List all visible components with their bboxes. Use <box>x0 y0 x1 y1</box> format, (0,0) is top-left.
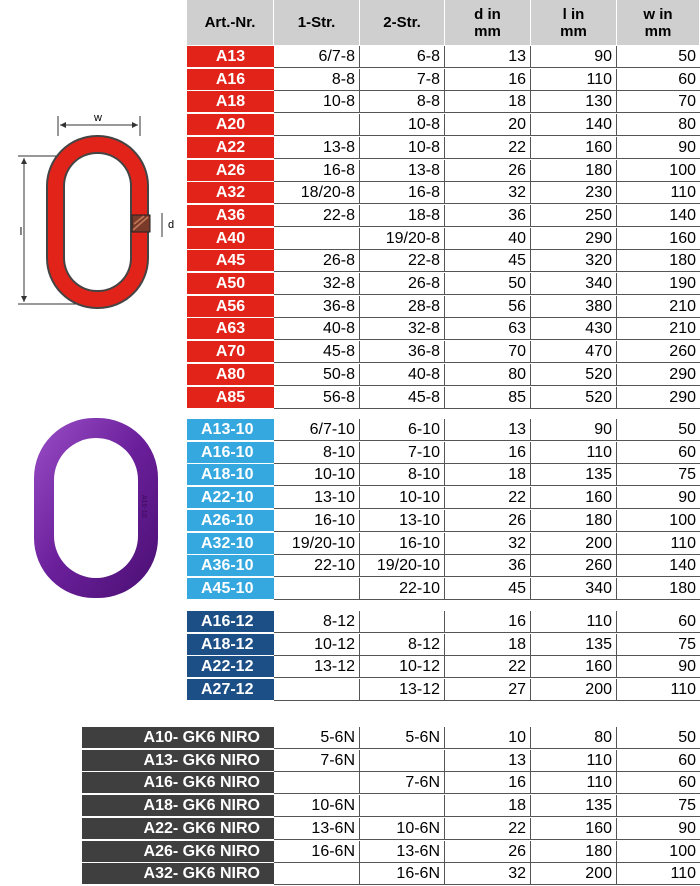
table-row <box>0 611 700 634</box>
table-row <box>0 555 700 578</box>
table-row <box>0 250 700 273</box>
d-mm-cell: 45 <box>445 578 531 600</box>
w-mm-cell: 100 <box>617 841 700 863</box>
table-row <box>0 727 700 750</box>
one-strand-cell <box>274 578 360 600</box>
l-mm-cell: 200 <box>531 863 617 885</box>
two-strand-cell: 32-8 <box>360 318 445 340</box>
l-mm-cell: 160 <box>531 656 617 678</box>
l-mm-cell: 110 <box>531 442 617 464</box>
two-strand-cell: 22-10 <box>360 578 445 600</box>
w-mm-cell: 50 <box>617 727 700 749</box>
w-mm-cell: 140 <box>617 555 700 577</box>
w-mm-cell: 290 <box>617 387 700 409</box>
l-mm-cell: 250 <box>531 205 617 227</box>
one-strand-cell: 13-8 <box>274 137 360 159</box>
w-mm-cell: 80 <box>617 114 700 136</box>
d-mm-cell: 22 <box>445 137 531 159</box>
article-number: A63 <box>187 318 274 340</box>
l-mm-cell: 160 <box>531 137 617 159</box>
l-mm-cell: 110 <box>531 772 617 794</box>
d-mm-cell: 22 <box>445 656 531 678</box>
article-number: A13-10 <box>187 419 274 441</box>
article-number: A32 <box>187 182 274 204</box>
one-strand-cell: 10-12 <box>274 634 360 656</box>
article-number: A36-10 <box>187 555 274 577</box>
one-strand-cell: 10-6N <box>274 795 360 817</box>
l-mm-cell: 80 <box>531 727 617 749</box>
two-strand-cell: 22-8 <box>360 250 445 272</box>
w-mm-cell: 90 <box>617 818 700 840</box>
d-mm-cell: 56 <box>445 296 531 318</box>
w-mm-cell: 260 <box>617 341 700 363</box>
article-number: A70 <box>187 341 274 363</box>
l-mm-cell: 340 <box>531 578 617 600</box>
l-mm-cell: 200 <box>531 679 617 701</box>
d-mm-cell: 16 <box>445 442 531 464</box>
table-row <box>0 464 700 487</box>
two-strand-cell: 10-6N <box>360 818 445 840</box>
table-row <box>0 205 700 228</box>
one-strand-cell: 6/7-10 <box>274 419 360 441</box>
l-mm-cell: 180 <box>531 841 617 863</box>
l-mm-cell: 90 <box>531 419 617 441</box>
l-mm-cell: 110 <box>531 750 617 772</box>
l-mm-cell: 180 <box>531 510 617 532</box>
l-mm-cell: 260 <box>531 555 617 577</box>
table-row <box>0 296 700 319</box>
header-art-nr: Art.-Nr. <box>187 0 274 45</box>
table-row <box>0 387 700 410</box>
w-mm-cell: 180 <box>617 250 700 272</box>
one-strand-cell: 7-6N <box>274 750 360 772</box>
l-mm-cell: 520 <box>531 387 617 409</box>
table-row <box>0 818 700 841</box>
one-strand-cell: 6/7-8 <box>274 46 360 68</box>
one-strand-cell: 8-10 <box>274 442 360 464</box>
two-strand-cell: 45-8 <box>360 387 445 409</box>
link-stamp: A16-10 <box>140 495 147 518</box>
article-number: A26-10 <box>187 510 274 532</box>
article-number: A22-10 <box>187 487 274 509</box>
table-row <box>0 442 700 465</box>
w-mm-cell: 90 <box>617 656 700 678</box>
two-strand-cell <box>360 611 445 633</box>
d-mm-cell: 18 <box>445 91 531 113</box>
d-mm-cell: 18 <box>445 634 531 656</box>
article-number: A18- GK6 NIRO <box>82 795 274 817</box>
table-row <box>0 273 700 296</box>
w-mm-cell: 180 <box>617 578 700 600</box>
two-strand-cell: 16-8 <box>360 182 445 204</box>
l-mm-cell: 135 <box>531 634 617 656</box>
w-mm-cell: 90 <box>617 137 700 159</box>
two-strand-cell: 13-12 <box>360 679 445 701</box>
w-mm-cell: 100 <box>617 510 700 532</box>
article-number: A20 <box>187 114 274 136</box>
d-mm-cell: 18 <box>445 464 531 486</box>
table-row <box>0 69 700 92</box>
l-mm-cell: 110 <box>531 69 617 91</box>
table-row <box>0 863 700 886</box>
two-strand-cell: 16-6N <box>360 863 445 885</box>
d-mm-cell: 85 <box>445 387 531 409</box>
article-number: A13 <box>187 46 274 68</box>
two-strand-cell: 13-8 <box>360 160 445 182</box>
one-strand-cell <box>274 772 360 794</box>
d-mm-cell: 40 <box>445 228 531 250</box>
w-mm-cell: 110 <box>617 533 700 555</box>
l-mm-cell: 160 <box>531 818 617 840</box>
d-mm-cell: 22 <box>445 818 531 840</box>
article-number: A56 <box>187 296 274 318</box>
d-mm-cell: 32 <box>445 182 531 204</box>
article-number: A45-10 <box>187 578 274 600</box>
dim-label-w: w <box>94 112 102 124</box>
table-row <box>0 679 700 702</box>
table-row <box>0 772 700 795</box>
table-row <box>0 656 700 679</box>
w-mm-cell: 60 <box>617 442 700 464</box>
l-mm-cell: 110 <box>531 611 617 633</box>
l-mm-cell: 130 <box>531 91 617 113</box>
one-strand-cell: 16-8 <box>274 160 360 182</box>
w-mm-cell: 140 <box>617 205 700 227</box>
l-mm-cell: 135 <box>531 464 617 486</box>
article-number: A18-10 <box>187 464 274 486</box>
l-mm-cell: 140 <box>531 114 617 136</box>
d-mm-cell: 22 <box>445 487 531 509</box>
w-mm-cell: 60 <box>617 69 700 91</box>
article-number: A32-10 <box>187 533 274 555</box>
one-strand-cell: 13-6N <box>274 818 360 840</box>
d-mm-cell: 18 <box>445 795 531 817</box>
table-row <box>0 634 700 657</box>
d-mm-cell: 70 <box>445 341 531 363</box>
d-mm-cell: 32 <box>445 533 531 555</box>
table-row <box>0 533 700 556</box>
two-strand-cell: 16-10 <box>360 533 445 555</box>
header-l-mm: l in mm <box>531 0 617 45</box>
w-mm-cell: 290 <box>617 364 700 386</box>
one-strand-cell: 13-10 <box>274 487 360 509</box>
w-mm-cell: 60 <box>617 611 700 633</box>
article-number: A16 <box>187 69 274 91</box>
two-strand-cell: 13-10 <box>360 510 445 532</box>
article-number: A26 <box>187 160 274 182</box>
l-mm-cell: 180 <box>531 160 617 182</box>
table-row <box>0 795 700 818</box>
d-mm-cell: 36 <box>445 555 531 577</box>
w-mm-cell: 210 <box>617 318 700 340</box>
table-row <box>0 182 700 205</box>
w-mm-cell: 110 <box>617 863 700 885</box>
one-strand-cell: 8-8 <box>274 69 360 91</box>
table-row <box>0 114 700 137</box>
w-mm-cell: 70 <box>617 91 700 113</box>
one-strand-cell <box>274 863 360 885</box>
one-strand-cell: 45-8 <box>274 341 360 363</box>
w-mm-cell: 110 <box>617 182 700 204</box>
article-number: A26- GK6 NIRO <box>82 841 274 863</box>
one-strand-cell: 10-8 <box>274 91 360 113</box>
dim-label-d: d <box>168 219 175 231</box>
two-strand-cell: 10-8 <box>360 114 445 136</box>
one-strand-cell: 40-8 <box>274 318 360 340</box>
d-mm-cell: 10 <box>445 727 531 749</box>
one-strand-cell: 56-8 <box>274 387 360 409</box>
d-mm-cell: 32 <box>445 863 531 885</box>
article-number: A36 <box>187 205 274 227</box>
d-mm-cell: 27 <box>445 679 531 701</box>
l-mm-cell: 135 <box>531 795 617 817</box>
two-strand-cell: 10-10 <box>360 487 445 509</box>
table-row <box>0 318 700 341</box>
table-row <box>0 841 700 864</box>
dim-label-l: l <box>19 226 23 238</box>
one-strand-cell: 22-10 <box>274 555 360 577</box>
l-mm-cell: 320 <box>531 250 617 272</box>
d-mm-cell: 26 <box>445 510 531 532</box>
d-mm-cell: 13 <box>445 419 531 441</box>
two-strand-cell: 28-8 <box>360 296 445 318</box>
article-number: A45 <box>187 250 274 272</box>
table-row <box>0 510 700 533</box>
d-mm-cell: 16 <box>445 772 531 794</box>
table-row <box>0 364 700 387</box>
d-mm-cell: 26 <box>445 841 531 863</box>
l-mm-cell: 340 <box>531 273 617 295</box>
two-strand-cell: 8-8 <box>360 91 445 113</box>
one-strand-cell: 26-8 <box>274 250 360 272</box>
one-strand-cell: 22-8 <box>274 205 360 227</box>
article-number: A85 <box>187 387 274 409</box>
article-number: A27-12 <box>187 679 274 701</box>
table-row <box>0 137 700 160</box>
table-row <box>0 578 700 601</box>
d-mm-cell: 13 <box>445 750 531 772</box>
article-number: A50 <box>187 273 274 295</box>
article-number: A32- GK6 NIRO <box>82 863 274 885</box>
table-row <box>0 160 700 183</box>
two-strand-cell: 8-12 <box>360 634 445 656</box>
article-number: A22-12 <box>187 656 274 678</box>
one-strand-cell: 5-6N <box>274 727 360 749</box>
table-row <box>0 91 700 114</box>
d-mm-cell: 36 <box>445 205 531 227</box>
two-strand-cell: 18-8 <box>360 205 445 227</box>
w-mm-cell: 100 <box>617 160 700 182</box>
w-mm-cell: 75 <box>617 464 700 486</box>
article-number: A18 <box>187 91 274 113</box>
table-row <box>0 46 700 69</box>
two-strand-cell <box>360 795 445 817</box>
d-mm-cell: 63 <box>445 318 531 340</box>
l-mm-cell: 160 <box>531 487 617 509</box>
two-strand-cell: 7-8 <box>360 69 445 91</box>
article-number: A16-10 <box>187 442 274 464</box>
w-mm-cell: 90 <box>617 487 700 509</box>
article-number: A40 <box>187 228 274 250</box>
l-mm-cell: 520 <box>531 364 617 386</box>
two-strand-cell: 6-10 <box>360 419 445 441</box>
header-1-str: 1-Str. <box>274 0 360 45</box>
l-mm-cell: 230 <box>531 182 617 204</box>
two-strand-cell: 19/20-8 <box>360 228 445 250</box>
article-number: A10- GK6 NIRO <box>82 727 274 749</box>
two-strand-cell: 19/20-10 <box>360 555 445 577</box>
w-mm-cell: 160 <box>617 228 700 250</box>
one-strand-cell <box>274 679 360 701</box>
one-strand-cell: 36-8 <box>274 296 360 318</box>
article-number: A22 <box>187 137 274 159</box>
d-mm-cell: 50 <box>445 273 531 295</box>
two-strand-cell: 10-12 <box>360 656 445 678</box>
one-strand-cell: 18/20-8 <box>274 182 360 204</box>
w-mm-cell: 60 <box>617 750 700 772</box>
d-mm-cell: 20 <box>445 114 531 136</box>
w-mm-cell: 110 <box>617 679 700 701</box>
l-mm-cell: 380 <box>531 296 617 318</box>
one-strand-cell <box>274 114 360 136</box>
article-number: A16- GK6 NIRO <box>82 772 274 794</box>
l-mm-cell: 430 <box>531 318 617 340</box>
article-number: A18-12 <box>187 634 274 656</box>
two-strand-cell: 8-10 <box>360 464 445 486</box>
d-mm-cell: 16 <box>445 611 531 633</box>
two-strand-cell: 6-8 <box>360 46 445 68</box>
one-strand-cell: 32-8 <box>274 273 360 295</box>
two-strand-cell: 40-8 <box>360 364 445 386</box>
one-strand-cell: 16-6N <box>274 841 360 863</box>
l-mm-cell: 200 <box>531 533 617 555</box>
two-strand-cell: 10-8 <box>360 137 445 159</box>
table-row <box>0 228 700 251</box>
w-mm-cell: 190 <box>617 273 700 295</box>
one-strand-cell: 8-12 <box>274 611 360 633</box>
one-strand-cell: 16-10 <box>274 510 360 532</box>
d-mm-cell: 16 <box>445 69 531 91</box>
w-mm-cell: 75 <box>617 795 700 817</box>
article-number: A16-12 <box>187 611 274 633</box>
header-d-mm: d in mm <box>445 0 531 45</box>
two-strand-cell: 7-6N <box>360 772 445 794</box>
l-mm-cell: 470 <box>531 341 617 363</box>
l-mm-cell: 90 <box>531 46 617 68</box>
article-number: A22- GK6 NIRO <box>82 818 274 840</box>
w-mm-cell: 210 <box>617 296 700 318</box>
d-mm-cell: 80 <box>445 364 531 386</box>
two-strand-cell: 26-8 <box>360 273 445 295</box>
header-w-mm: w in mm <box>617 0 700 45</box>
one-strand-cell: 50-8 <box>274 364 360 386</box>
article-number: A13- GK6 NIRO <box>82 750 274 772</box>
two-strand-cell: 13-6N <box>360 841 445 863</box>
two-strand-cell: 5-6N <box>360 727 445 749</box>
one-strand-cell: 13-12 <box>274 656 360 678</box>
w-mm-cell: 50 <box>617 419 700 441</box>
d-mm-cell: 13 <box>445 46 531 68</box>
two-strand-cell <box>360 750 445 772</box>
one-strand-cell: 10-10 <box>274 464 360 486</box>
w-mm-cell: 60 <box>617 772 700 794</box>
two-strand-cell: 7-10 <box>360 442 445 464</box>
w-mm-cell: 75 <box>617 634 700 656</box>
one-strand-cell <box>274 228 360 250</box>
d-mm-cell: 45 <box>445 250 531 272</box>
table-row <box>0 341 700 364</box>
header-2-str: 2-Str. <box>360 0 445 45</box>
table-row <box>0 419 700 442</box>
article-number: A80 <box>187 364 274 386</box>
table-row <box>0 750 700 773</box>
w-mm-cell: 50 <box>617 46 700 68</box>
two-strand-cell: 36-8 <box>360 341 445 363</box>
l-mm-cell: 290 <box>531 228 617 250</box>
table-row <box>0 487 700 510</box>
one-strand-cell: 19/20-10 <box>274 533 360 555</box>
d-mm-cell: 26 <box>445 160 531 182</box>
